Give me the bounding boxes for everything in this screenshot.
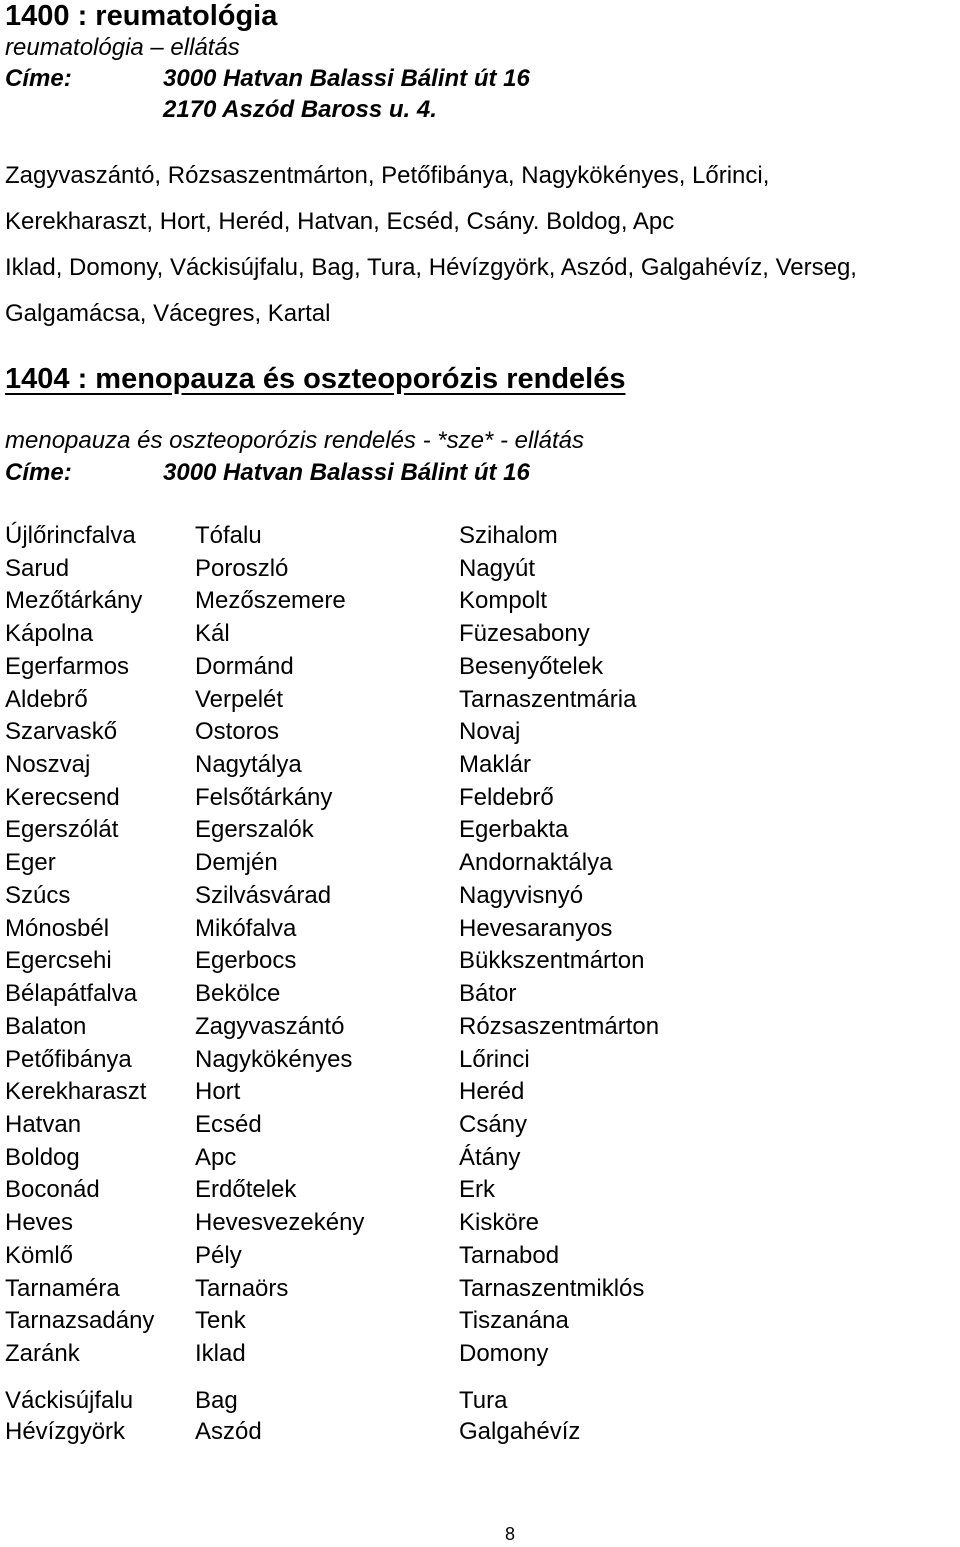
section-2-address-line-1: 3000 Hatvan Balassi Bálint út 16 [163,459,530,486]
town-name: Apc [195,1143,237,1171]
town-name: Zaránk [5,1339,80,1367]
town-name: Tura [459,1387,508,1414]
town-name: Mezőszemere [195,587,346,615]
town-name: Rózsaszentmárton [459,1012,660,1040]
town-name: Kerecsend [5,783,120,811]
town-name: Feldebrő [459,783,554,811]
town-name: Tarnaméra [5,1274,120,1302]
town-name: Egerfarmos [5,652,130,680]
town-name: Verpelét [195,685,284,713]
town-name: Andornaktálya [459,849,613,877]
town-name: Maklár [459,751,532,779]
town-name: Aszód [195,1418,262,1445]
town-name: Nagytálya [195,751,302,779]
town-name: Ecséd [195,1110,262,1138]
town-name: Egerbakta [459,816,569,844]
town-name: Aldebrő [5,685,88,713]
town-name: Mónosbél [5,914,110,942]
town-name: Demjén [195,849,278,877]
town-name: Kisköre [459,1209,540,1237]
town-name: Petőfibánya [5,1045,132,1073]
town-name: Dormánd [195,652,294,680]
town-name: Füzesabony [459,620,590,648]
town-name: Kompolt [459,587,548,615]
town-name: Sarud [5,554,70,582]
town-name: Felsőtárkány [195,783,333,811]
town-name: Kál [195,620,230,648]
town-name: Szilvásvárad [195,881,332,909]
town-name: Erdőtelek [195,1176,297,1204]
section-1-address-line-1: 3000 Hatvan Balassi Bálint út 16 [163,65,530,92]
service-area-paragraph [5,153,955,337]
service-area-line: Galgamácsa, Vácegres, Kartal [5,300,331,327]
town-name: Kápolna [5,620,94,648]
town-name: Pély [195,1241,242,1269]
town-name: Tarnaszentmária [459,685,637,713]
town-name: Egerbocs [195,947,297,975]
town-name: Bekölce [195,980,281,1008]
town-name: Bélapátfalva [5,980,138,1008]
town-name: Eger [5,849,56,877]
town-name: Tarnazsadány [5,1307,155,1335]
town-name: Újlőrincfalva [5,522,136,549]
town-name: Átány [459,1143,521,1171]
town-name: Noszvaj [5,751,91,779]
town-name: Domony [459,1339,549,1367]
town-name: Boconád [5,1176,100,1204]
town-name: Besenyőtelek [459,652,604,680]
town-name: Hévízgyörk [5,1418,126,1445]
town-name: Bátor [459,980,517,1008]
town-name: Bükkszentmárton [459,947,645,975]
town-name: Hatvan [5,1110,82,1138]
town-name: Tarnaörs [195,1274,289,1302]
town-name: Váckisújfalu [5,1387,134,1414]
town-name: Tiszanána [459,1307,569,1335]
town-name: Heves [5,1209,74,1237]
town-name: Mikófalva [195,914,297,942]
town-name: Zagyvaszántó [195,1012,345,1040]
town-name: Boldog [5,1143,80,1171]
town-name: Nagyvisnyó [459,881,584,909]
town-name: Szúcs [5,881,71,909]
town-name: Egercsehi [5,947,112,975]
town-name: Egerszólát [5,816,119,844]
town-name: Hevesaranyos [459,914,613,942]
town-name: Iklad [195,1339,246,1367]
town-name: Kömlő [5,1241,74,1269]
service-area-line: Iklad, Domony, Váckisújfalu, Bag, Tura, Hévízgyörk, Aszód, Galgahévíz, Verseg, [5,254,857,281]
town-name: Nagyút [459,554,536,582]
section-1-subtitle: reumatológia – ellátás [5,34,240,61]
town-name: Mezőtárkány [5,587,143,615]
town-name: Tenk [195,1307,246,1335]
town-name: Kerekharaszt [5,1078,147,1106]
section-2-subtitle: menopauza és oszteoporózis rendelés - *sze* - ellátás [5,427,584,454]
section-2-address-label: Címe: [5,459,72,486]
town-name: Tófalu [195,522,262,549]
section-1-address-label: Címe: [5,65,72,92]
town-name: Csány [459,1110,528,1138]
town-name: Lőrinci [459,1045,530,1073]
town-name: Hort [195,1078,241,1106]
town-name: Galgahévíz [459,1418,581,1445]
town-name: Heréd [459,1078,525,1106]
page-number: 8 [504,1524,515,1544]
town-name: Egerszalók [195,816,314,844]
service-area-line: Zagyvaszántó, Rózsaszentmárton, Petőfibánya, Nagykökényes, Lőrinci, [5,162,770,189]
service-area-line: Kerekharaszt, Hort, Heréd, Hatvan, Ecséd, Csány. Boldog, Apc [5,208,675,235]
town-name: Erk [459,1176,495,1204]
section-1-title: 1400 : reumatológia [5,0,278,32]
town-name: Tarnabod [459,1241,560,1269]
town-name: Ostoros [195,718,280,746]
town-name: Bag [195,1387,238,1414]
section-1-address-line-2: 2170 Aszód Baross u. 4. [163,96,437,123]
town-name: Poroszló [195,554,289,582]
town-name: Novaj [459,718,521,746]
town-name: Szihalom [459,522,558,549]
town-name: Szarvaskő [5,718,118,746]
town-name: Tarnaszentmiklós [459,1274,645,1302]
town-name: Nagykökényes [195,1045,353,1073]
section-2-title: 1404 : menopauza és oszteoporózis rendelés [5,363,626,395]
town-name: Hevesvezekény [195,1209,365,1237]
town-name: Balaton [5,1012,87,1040]
